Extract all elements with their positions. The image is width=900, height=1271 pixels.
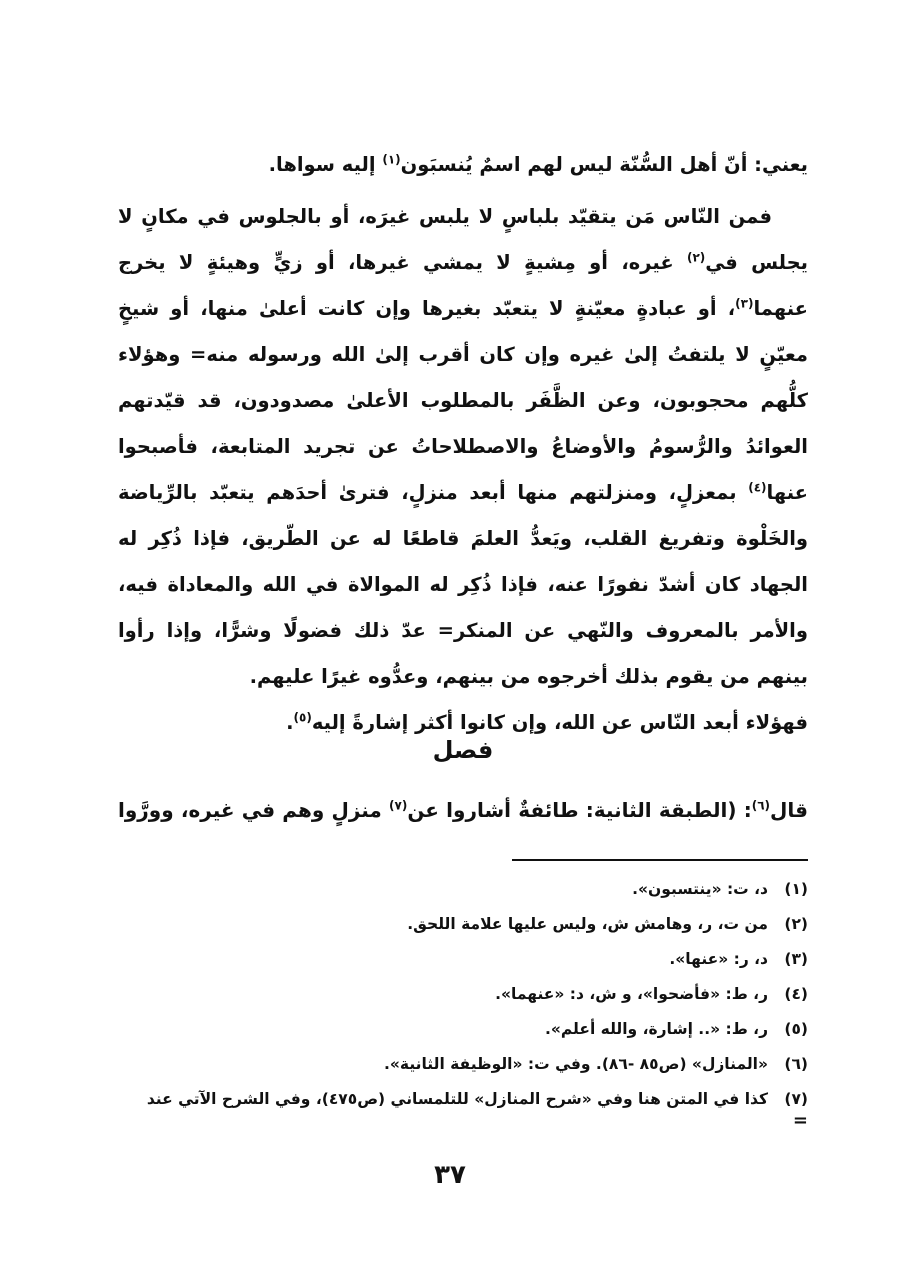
footnote-3 [118, 942, 808, 977]
footnote-4 [118, 977, 808, 1012]
footnote-5 [118, 1012, 808, 1047]
section-first-line [118, 788, 808, 832]
text-segment: بمعزلٍ، ومنزلتهم منها أبعد منزلٍ، فترىٰ أحدَهم يتعبّد بالرِّياضة والخَلْوة وتفريغ القلب، ويَعدُّ العلمَ قاطعًا له عن الطّريق، فإذا ذُكِر له الجهاد كان أشدّ نفورًا عنه، فإذا ذُكِر له الموالاة في الله والمعاداة فيه، والأمر بالمعروف والنّهي عن المنكر= عدّ ذلك فضولًا وشرًّا، وإذا رأوا بينهم من يقوم بذلك أخرجوه من بينهم، وعدُّوه غيرًا عليهم. [118, 481, 808, 688]
paragraph-2 [118, 194, 808, 700]
footnote-text: ر، ط: «.. إشارة، والله أعلم». [545, 1020, 768, 1038]
footnote-2 [118, 907, 808, 942]
footnotes-list [118, 872, 808, 1131]
text-segment: قال [770, 798, 808, 822]
text-segment: يعني: أنّ أهل السُّنّة ليس لهم اسمٌ يُنسبَون [400, 153, 808, 176]
footnote-ref-7[interactable]: (٧) [389, 798, 408, 813]
page-number: ٣٧ [434, 1160, 466, 1190]
footnote-number: (٥) [784, 1020, 808, 1038]
footnote-text: «المنازل» (ص٨٥ -٨٦). وفي ت: «الوظيفة الثانية». [384, 1055, 768, 1073]
footnote-number: (٦) [784, 1055, 808, 1073]
footnote-ref-6[interactable]: (٦) [751, 798, 771, 813]
text-segment: إليه سواها. [268, 153, 383, 176]
footnote-number: (١) [784, 880, 808, 898]
paragraph-1 [118, 142, 808, 188]
footnote-number: (٢) [784, 915, 808, 933]
footnote-number: (٧) [784, 1090, 808, 1108]
footnote-text: كذا في المتن هنا وفي «شرح المنازل» للتلمساني (ص٤٧٥)، وفي الشرح الآتي عند [146, 1090, 768, 1108]
footnote-divider [512, 859, 808, 861]
text-segment: فهؤلاء أبعد النّاس عن الله، وإن كانوا أكثر إشارةً إليه [311, 711, 808, 734]
footnote-ref-5[interactable]: (٥) [293, 710, 312, 725]
footnote-ref-4[interactable]: (٤) [748, 480, 767, 495]
text-segment: : (الطبقة الثانية: طائفةٌ أشاروا عن [407, 798, 752, 822]
footnote-number: (٤) [784, 985, 808, 1003]
main-text [118, 142, 808, 746]
footnote-1 [118, 872, 808, 907]
footnote-7 [118, 1087, 808, 1131]
footnote-text: د، ر: «عنها». [669, 950, 768, 968]
footnote-text: ر، ط: «فأضحوا»، و ش، د: «عنهما». [495, 985, 768, 1003]
footnote-ref-1[interactable]: (١) [382, 152, 401, 167]
text-segment: فمن النّاس مَن يتقيّد بلباسٍ لا يلبس غيرَه، أو بالجلوس في مكانٍ لا يجلس في [118, 205, 809, 274]
footnote-ref-2[interactable]: (٢) [686, 250, 706, 265]
footnote-6 [118, 1047, 808, 1082]
text-segment: منزلٍ وهم في غيره، وورَّوا [118, 798, 390, 822]
footnote-ref-3[interactable]: (٣) [735, 296, 754, 311]
footnote-number: (٣) [784, 950, 808, 968]
section-heading: فصل [432, 736, 494, 764]
text-segment: . [286, 711, 294, 734]
text-segment: ، أو عبادةٍ معيّنةٍ لا يتعبّد بغيرها وإن كانت أعلىٰ منها، أو شيخٍ معيّنٍ لا يلتفتُ إلىٰ غيره وإن كان أقرب إلىٰ الله ورسوله منه= وهؤلاء كلُّهم محجوبون، وعن الظَّفَر بالمطلوب الأعلىٰ مصدودون، قد قيّدتهم العوائدُ والرُّسومُ والأوضاعُ والاصطلاحاتُ عن تجريد المتابعة، فأصبحوا عنها [118, 297, 808, 504]
text-segment: غيره، أو مِشيةٍ لا يمشي غيرها، أو زيٍّ وهيئةٍ لا يخرج عنهما [118, 251, 808, 320]
footnote-text: من ت، ر، وهامش ش، وليس عليها علامة اللحق. [407, 915, 768, 933]
continuation-mark: = [792, 1110, 808, 1131]
footnote-text: د، ت: «ينتسبون». [632, 880, 768, 898]
